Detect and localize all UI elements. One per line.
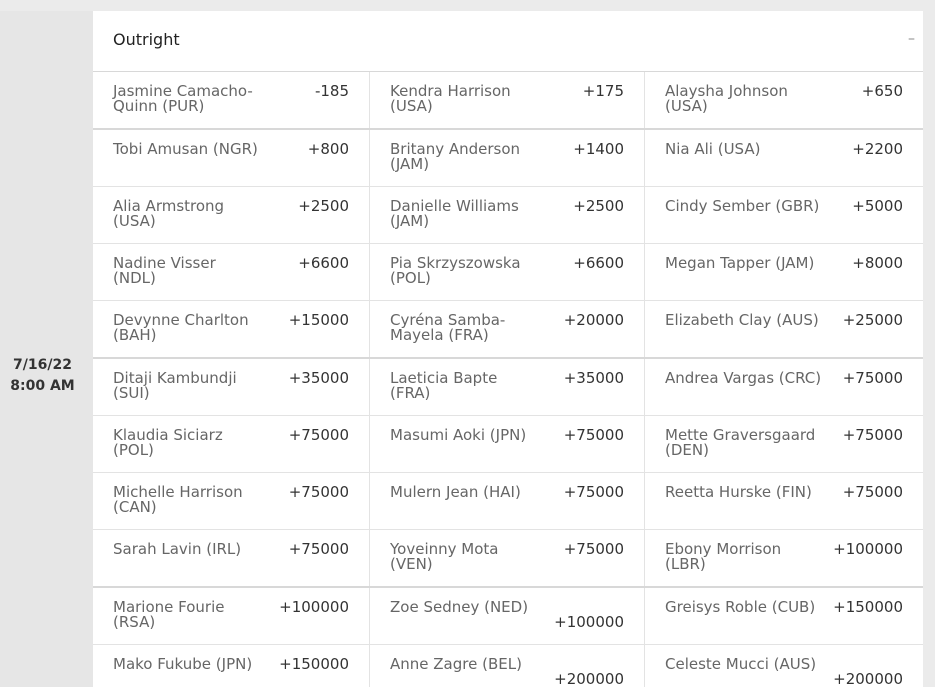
selection-name: Celeste Mucci (AUS) <box>665 655 817 673</box>
selection-odds: +100000 <box>554 613 624 631</box>
selection-button[interactable] <box>645 244 923 300</box>
selection-name: Anne Zagre (BEL) <box>390 655 522 673</box>
market-header[interactable] <box>93 11 923 72</box>
selection-row <box>93 301 923 359</box>
selection-button[interactable] <box>370 301 645 357</box>
selection-odds: +75000 <box>288 483 349 501</box>
event-datetime <box>0 355 85 397</box>
selection-odds: +175 <box>582 82 624 100</box>
selection-button[interactable] <box>93 473 370 529</box>
event-time: 8:00 AM <box>10 378 75 394</box>
selection-button[interactable] <box>370 72 645 128</box>
selection-row <box>93 187 923 244</box>
selection-odds: +100000 <box>833 540 903 558</box>
selection-odds: +75000 <box>842 369 903 387</box>
selection-odds: +20000 <box>563 311 624 329</box>
selection-name: Michelle Harrison (CAN) <box>113 483 243 516</box>
selection-odds: +100000 <box>279 598 349 616</box>
selection-odds: +650 <box>861 82 903 100</box>
selection-odds: +75000 <box>563 483 624 501</box>
selection-button[interactable] <box>645 72 923 128</box>
event-date: 7/16/22 <box>13 357 72 373</box>
selection-button[interactable] <box>370 588 645 644</box>
selection-button[interactable] <box>645 588 923 644</box>
selection-button[interactable] <box>645 301 923 357</box>
market-title: Outright <box>113 30 180 49</box>
selection-button[interactable] <box>93 187 370 243</box>
selection-button[interactable] <box>93 645 370 687</box>
selection-name: Mette Graversgaard (DEN) <box>665 426 816 459</box>
selection-button[interactable] <box>645 473 923 529</box>
selection-button[interactable] <box>370 473 645 529</box>
selection-button[interactable] <box>93 72 370 128</box>
selection-odds: +1400 <box>573 140 624 158</box>
selection-button[interactable] <box>645 416 923 472</box>
selection-button[interactable] <box>645 187 923 243</box>
selection-odds: +8000 <box>852 254 903 272</box>
selection-name: Sarah Lavin (IRL) <box>113 540 242 558</box>
selection-row <box>93 530 923 588</box>
selection-name: Britany Anderson (JAM) <box>390 140 521 173</box>
selection-row <box>93 473 923 530</box>
selection-name: Yoveinny Mota (VEN) <box>390 540 499 573</box>
selection-odds: +2500 <box>573 197 624 215</box>
selection-name: Pia Skrzyszowska (POL) <box>390 254 521 287</box>
selection-odds: +800 <box>307 140 349 158</box>
selection-button[interactable] <box>370 530 645 586</box>
selection-button[interactable] <box>93 301 370 357</box>
collapse-icon[interactable]: – <box>908 31 915 47</box>
selection-odds: +150000 <box>833 598 903 616</box>
selection-button[interactable] <box>370 187 645 243</box>
selection-name: Kendra Harrison (USA) <box>390 82 511 115</box>
selection-name: Greisys Roble (CUB) <box>665 598 816 616</box>
selection-name: Alia Armstrong (USA) <box>113 197 225 230</box>
selection-odds: +75000 <box>842 483 903 501</box>
selection-button[interactable] <box>370 645 645 687</box>
selection-name: Cindy Sember (GBR) <box>665 197 820 215</box>
selection-name: Laeticia Bapte (FRA) <box>390 369 498 402</box>
selection-row <box>93 244 923 301</box>
selection-row <box>93 359 923 416</box>
selection-name: Megan Tapper (JAM) <box>665 254 815 272</box>
selection-row <box>93 72 923 130</box>
selection-button[interactable] <box>93 416 370 472</box>
selection-button[interactable] <box>370 359 645 415</box>
selection-odds: +35000 <box>288 369 349 387</box>
selection-odds: -185 <box>314 82 349 100</box>
selection-button[interactable] <box>93 588 370 644</box>
selection-button[interactable] <box>370 244 645 300</box>
selection-name: Cyréna Samba-Mayela (FRA) <box>390 311 506 344</box>
selection-button[interactable] <box>645 130 923 186</box>
selection-row <box>93 588 923 645</box>
selection-odds: +2200 <box>852 140 903 158</box>
selection-name: Ditaji Kambundji (SUI) <box>113 369 237 402</box>
selection-name: Elizabeth Clay (AUS) <box>665 311 819 329</box>
selection-button[interactable] <box>370 416 645 472</box>
selection-row <box>93 645 923 687</box>
selection-odds: +75000 <box>563 540 624 558</box>
selection-odds: +6600 <box>573 254 624 272</box>
selection-name: Andrea Vargas (CRC) <box>665 369 822 387</box>
selection-name: Ebony Morrison (LBR) <box>665 540 782 573</box>
selection-odds: +6600 <box>298 254 349 272</box>
selection-odds: +35000 <box>563 369 624 387</box>
selection-odds: +200000 <box>554 670 624 687</box>
selection-odds: +75000 <box>563 426 624 444</box>
selection-name: Devynne Charlton (BAH) <box>113 311 249 344</box>
selection-name: Jasmine Camacho-Quinn (PUR) <box>113 82 253 115</box>
selection-odds: +2500 <box>298 197 349 215</box>
selection-name: Reetta Hurske (FIN) <box>665 483 812 501</box>
selection-button[interactable] <box>370 130 645 186</box>
selection-odds: +200000 <box>833 670 903 687</box>
selection-button[interactable] <box>93 130 370 186</box>
selection-button[interactable] <box>93 530 370 586</box>
selection-button[interactable] <box>645 359 923 415</box>
selection-name: Mulern Jean (HAI) <box>390 483 521 501</box>
selection-name: Danielle Williams (JAM) <box>390 197 519 230</box>
selection-button[interactable] <box>645 530 923 586</box>
selection-odds: +15000 <box>288 311 349 329</box>
selection-name: Masumi Aoki (JPN) <box>390 426 527 444</box>
selections-grid <box>93 72 923 687</box>
selection-name: Alaysha Johnson (USA) <box>665 82 788 115</box>
outright-market-panel <box>93 11 923 687</box>
selection-name: Zoe Sedney (NED) <box>390 598 529 616</box>
selection-row <box>93 130 923 187</box>
selection-name: Mako Fukube (JPN) <box>113 655 253 673</box>
selection-row <box>93 416 923 473</box>
selection-name: Marione Fourie (RSA) <box>113 598 225 631</box>
selection-odds: +75000 <box>288 426 349 444</box>
event-date-column <box>0 11 93 687</box>
selection-odds: +75000 <box>288 540 349 558</box>
selection-name: Nia Ali (USA) <box>665 140 761 158</box>
selection-button[interactable] <box>93 359 370 415</box>
selection-name: Nadine Visser (NDL) <box>113 254 216 287</box>
selection-name: Klaudia Siciarz (POL) <box>113 426 223 459</box>
selection-button[interactable] <box>645 645 923 687</box>
selection-odds: +25000 <box>842 311 903 329</box>
selection-name: Tobi Amusan (NGR) <box>113 140 258 158</box>
selection-odds: +150000 <box>279 655 349 673</box>
selection-odds: +5000 <box>852 197 903 215</box>
selection-button[interactable] <box>93 244 370 300</box>
selection-odds: +75000 <box>842 426 903 444</box>
